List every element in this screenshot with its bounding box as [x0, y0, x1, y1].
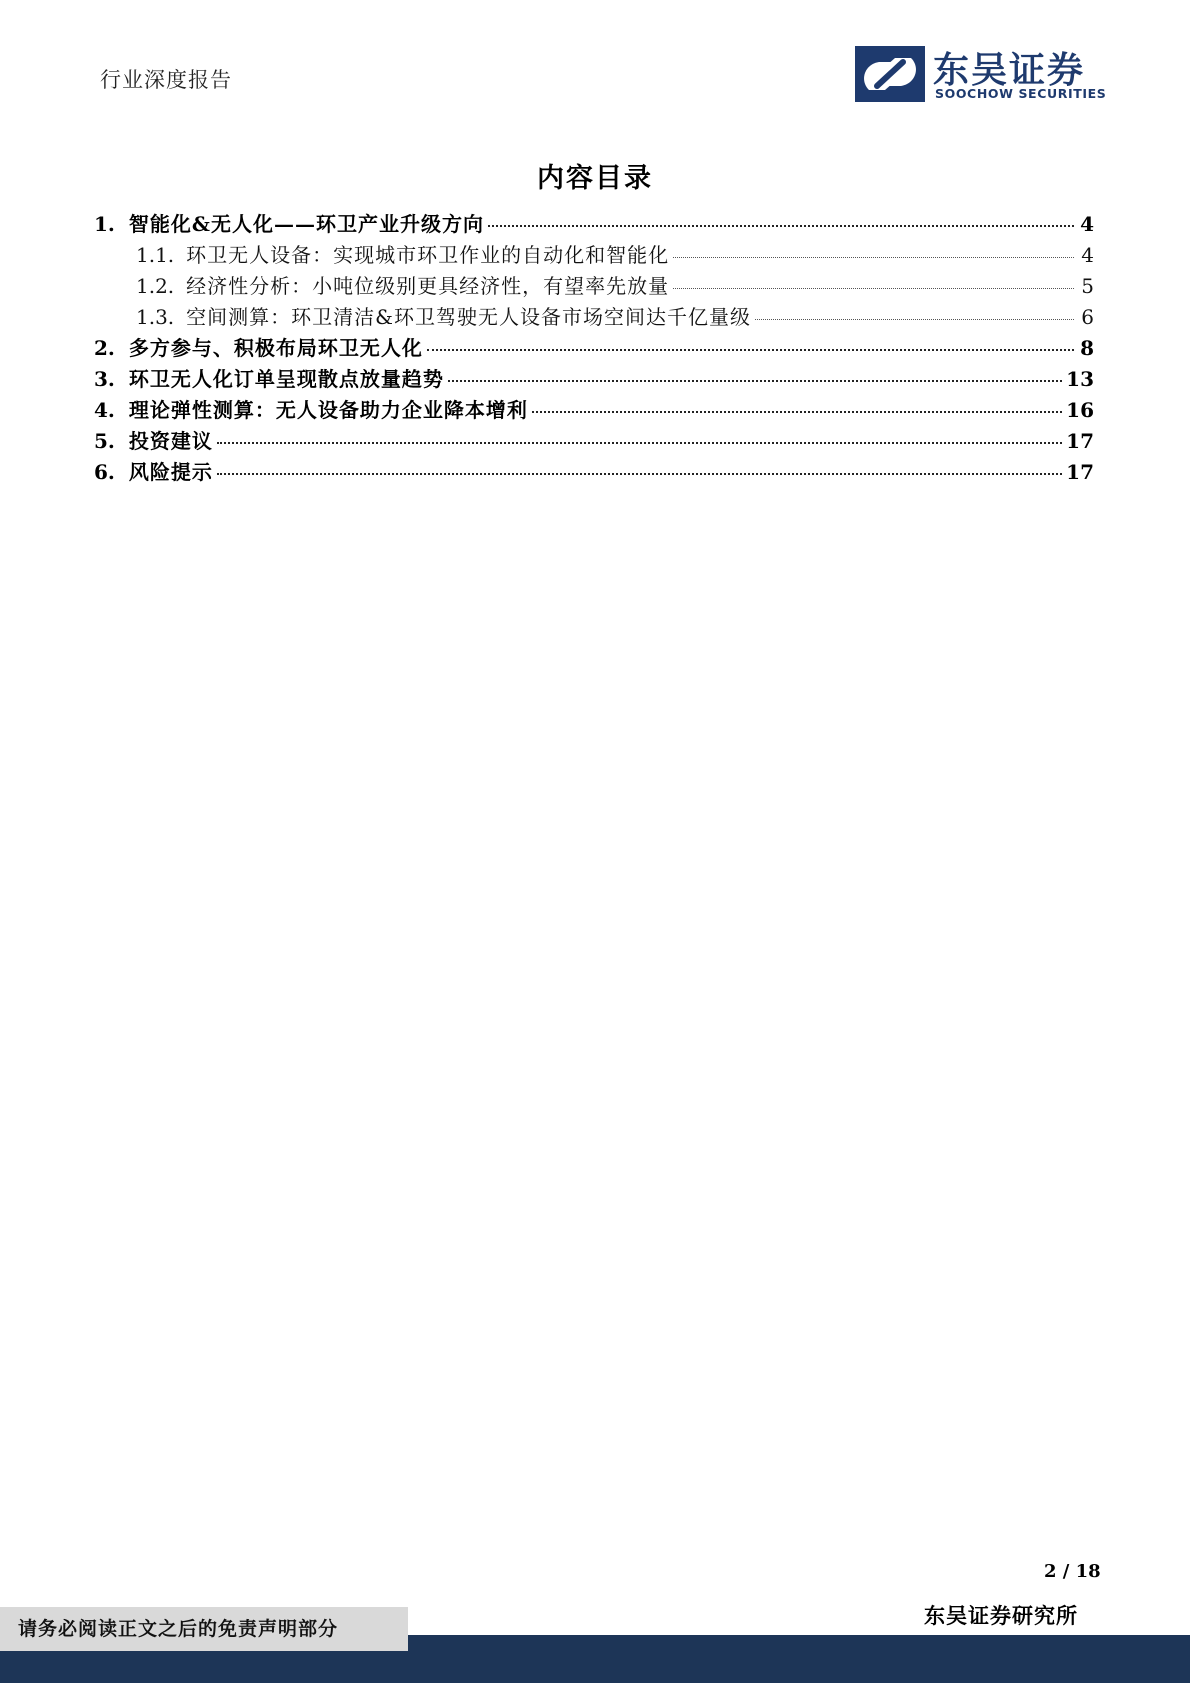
toc-leader-dots	[448, 380, 1062, 382]
toc-entry[interactable]	[94, 456, 1094, 487]
toc-leader-dots	[532, 411, 1062, 413]
report-type-label: 行业深度报告	[100, 68, 232, 92]
toc-leader-dots	[217, 473, 1062, 475]
toc-entry-number: 2.	[94, 336, 115, 360]
toc-leader-dots	[755, 319, 1074, 320]
toc-entry[interactable]	[94, 425, 1094, 456]
toc-entry-page: 17	[1066, 460, 1094, 484]
footer-organization: 东吴证券研究所	[924, 1603, 1078, 1628]
toc-entry-number: 3.	[94, 367, 115, 391]
toc-entry-title: 理论弹性测算：无人设备助力企业降本增利	[128, 398, 528, 422]
toc-entry-number: 5.	[94, 429, 115, 453]
toc-entry-page: 5	[1081, 274, 1094, 298]
toc-entry-page: 16	[1066, 398, 1094, 422]
toc-entry-title: 智能化&无人化——环卫产业升级方向	[128, 212, 484, 236]
toc-entry-page: 8	[1080, 336, 1094, 360]
toc-entry[interactable]	[94, 363, 1094, 394]
toc-entry-page: 17	[1066, 429, 1094, 453]
soochow-logo-icon	[855, 46, 925, 102]
toc-entry[interactable]	[94, 332, 1094, 363]
toc-entry-page: 13	[1066, 367, 1094, 391]
toc-entry-title: 风险提示	[128, 460, 213, 484]
logo-chinese-name: 东吴证券	[933, 50, 1086, 91]
company-logo	[855, 44, 1105, 106]
logo-english-name: SOOCHOW SECURITIES	[935, 86, 1107, 101]
toc-leader-dots	[488, 225, 1074, 227]
disclaimer-notice: 请务必阅读正文之后的免责声明部分	[0, 1607, 408, 1651]
toc-entry-number: 4.	[94, 398, 115, 422]
toc-leader-dots	[673, 257, 1074, 258]
table-of-contents	[94, 208, 1094, 487]
toc-entry-page: 4	[1080, 212, 1094, 236]
toc-title: 内容目录	[537, 163, 653, 194]
toc-entry-title: 环卫无人化订单呈现散点放量趋势	[128, 367, 444, 391]
toc-leader-dots	[673, 288, 1074, 289]
toc-entry-page: 6	[1081, 305, 1094, 329]
toc-entry[interactable]	[94, 301, 1094, 332]
toc-entry-title: 经济性分析：小吨位级别更具经济性，有望率先放量	[186, 274, 670, 298]
toc-entry-number: 6.	[94, 460, 115, 484]
toc-entry-title: 投资建议	[128, 429, 213, 453]
toc-entry-title: 多方参与、积极布局环卫无人化	[128, 336, 423, 360]
toc-leader-dots	[427, 349, 1074, 351]
toc-entry-number: 1.2.	[136, 274, 175, 298]
toc-entry[interactable]	[94, 270, 1094, 301]
toc-leader-dots	[217, 442, 1062, 444]
toc-entry-title: 环卫无人设备：实现城市环卫作业的自动化和智能化	[186, 243, 670, 267]
page-indicator: 2 / 18	[1044, 1561, 1101, 1582]
toc-entry-page: 4	[1081, 243, 1094, 267]
toc-entry-number: 1.	[94, 212, 115, 236]
toc-entry[interactable]	[94, 208, 1094, 239]
toc-entry[interactable]	[94, 394, 1094, 425]
toc-entry[interactable]	[94, 239, 1094, 270]
toc-entry-title: 空间测算：环卫清洁&环卫驾驶无人设备市场空间达千亿量级	[186, 305, 751, 329]
toc-entry-number: 1.3.	[136, 305, 175, 329]
toc-entry-number: 1.1.	[136, 243, 175, 267]
